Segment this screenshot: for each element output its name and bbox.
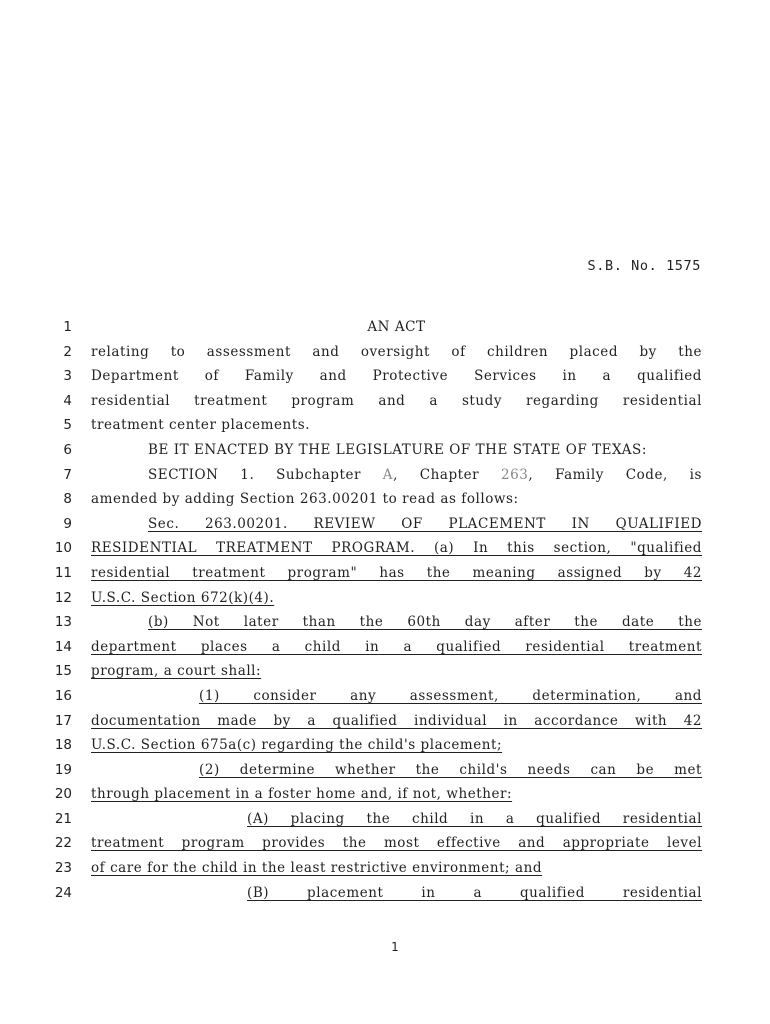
- line-number: 23: [54, 860, 72, 877]
- added-text: Sec. 263.00201. REVIEW OF PLACEMENT IN QUALIFIED: [148, 515, 702, 532]
- section-text: , Family Code, is: [528, 466, 703, 483]
- chapter-ref: 263: [501, 466, 529, 483]
- added-text: U.S.C. Section 672(k)(4).: [91, 589, 275, 606]
- added-text: of care for the child in the least restrictive environment; and: [91, 860, 543, 877]
- added-text: through placement in a foster home and, if not, whether:: [91, 786, 513, 803]
- added-text-wrapper: [91, 859, 702, 877]
- line-2: [0, 343, 770, 368]
- added-text-wrapper: [91, 736, 702, 754]
- line-18: [0, 736, 770, 761]
- added-text: program, a court shall:: [91, 663, 262, 680]
- line-number: 20: [54, 786, 72, 803]
- line-7: [0, 466, 770, 491]
- line-19: [0, 761, 770, 786]
- line-text: residential treatment program and a study regarding residential: [91, 392, 702, 409]
- line-20: [0, 785, 770, 810]
- line-12: [0, 589, 770, 614]
- added-text: residential treatment program" has the meaning assigned by 42: [91, 564, 702, 581]
- line-6: [0, 441, 770, 466]
- added-text: (1) consider any assessment, determination, and: [199, 687, 702, 704]
- line-8: [0, 490, 770, 515]
- line-5: [0, 416, 770, 441]
- line-13: [0, 613, 770, 638]
- line-9: [0, 515, 770, 540]
- act-title: AN ACT: [367, 319, 426, 335]
- line-text: amended by adding Section 263.00201 to read as follows:: [91, 491, 519, 508]
- line-number: 7: [63, 466, 72, 483]
- line-number: 17: [54, 712, 72, 729]
- line-number: 21: [54, 810, 72, 827]
- line-number: 6: [63, 441, 72, 458]
- line-24: [0, 884, 770, 909]
- line-10: [0, 539, 770, 564]
- line-number: 19: [54, 761, 72, 778]
- line-21: [0, 810, 770, 835]
- added-text: (A) placing the child in a qualified residential: [247, 810, 702, 827]
- bill-number: S.B. No. 1575: [587, 258, 701, 274]
- added-text: documentation made by a qualified individual in accordance with 42: [91, 712, 702, 729]
- line-text: Department of Family and Protective Services in a qualified: [91, 368, 702, 385]
- line-3: [0, 367, 770, 392]
- line-15: [0, 662, 770, 687]
- line-number: 8: [63, 491, 72, 508]
- bill-text: [0, 318, 770, 908]
- line-14: [0, 638, 770, 663]
- added-text-wrapper: [91, 785, 702, 803]
- line-22: [0, 834, 770, 859]
- line-16: [0, 687, 770, 712]
- page-number: 1: [391, 940, 399, 954]
- line-number: 18: [54, 737, 72, 754]
- line-1: [0, 318, 770, 343]
- section-text: SECTION 1. Subchapter: [148, 466, 383, 483]
- line-23: [0, 859, 770, 884]
- enacting-clause: BE IT ENACTED BY THE LEGISLATURE OF THE STATE OF TEXAS:: [148, 441, 647, 458]
- added-text-wrapper: [91, 589, 702, 607]
- section-text: , Chapter: [393, 466, 501, 483]
- added-text: treatment program provides the most effective and appropriate level: [91, 835, 702, 852]
- line-number: 24: [54, 884, 72, 901]
- added-text: department places a child in a qualified residential treatment: [91, 638, 702, 655]
- line-number: 2: [63, 343, 72, 360]
- line-number: 22: [54, 835, 72, 852]
- line-text: relating to assessment and oversight of children placed by the: [91, 343, 702, 360]
- line-number: 9: [63, 515, 72, 532]
- line-number: 5: [63, 417, 72, 434]
- line-17: [0, 712, 770, 737]
- line-text: treatment center placements.: [91, 417, 311, 434]
- section-1-heading: [91, 466, 702, 484]
- line-number: 3: [63, 368, 72, 385]
- line-number: 1: [63, 319, 72, 335]
- added-text: (2) determine whether the child's needs can be met: [199, 761, 702, 778]
- line-11: [0, 564, 770, 589]
- line-number: 15: [54, 663, 72, 680]
- line-number: 13: [54, 614, 72, 631]
- added-text: RESIDENTIAL TREATMENT PROGRAM. (a) In this section, "qualified: [91, 540, 702, 557]
- line-4: [0, 392, 770, 417]
- line-number: 10: [54, 540, 72, 557]
- line-number: 12: [54, 589, 72, 606]
- line-number: 16: [54, 687, 72, 704]
- subchapter-ref: A: [382, 466, 394, 483]
- added-text: (b) Not later than the 60th day after the date the: [148, 614, 702, 631]
- line-number: 14: [54, 638, 72, 655]
- line-number: 11: [54, 564, 72, 581]
- added-text: (B) placement in a qualified residential: [247, 884, 702, 901]
- added-text-wrapper: [91, 662, 702, 680]
- line-number: 4: [63, 392, 72, 409]
- added-text: U.S.C. Section 675a(c) regarding the child's placement;: [91, 737, 503, 754]
